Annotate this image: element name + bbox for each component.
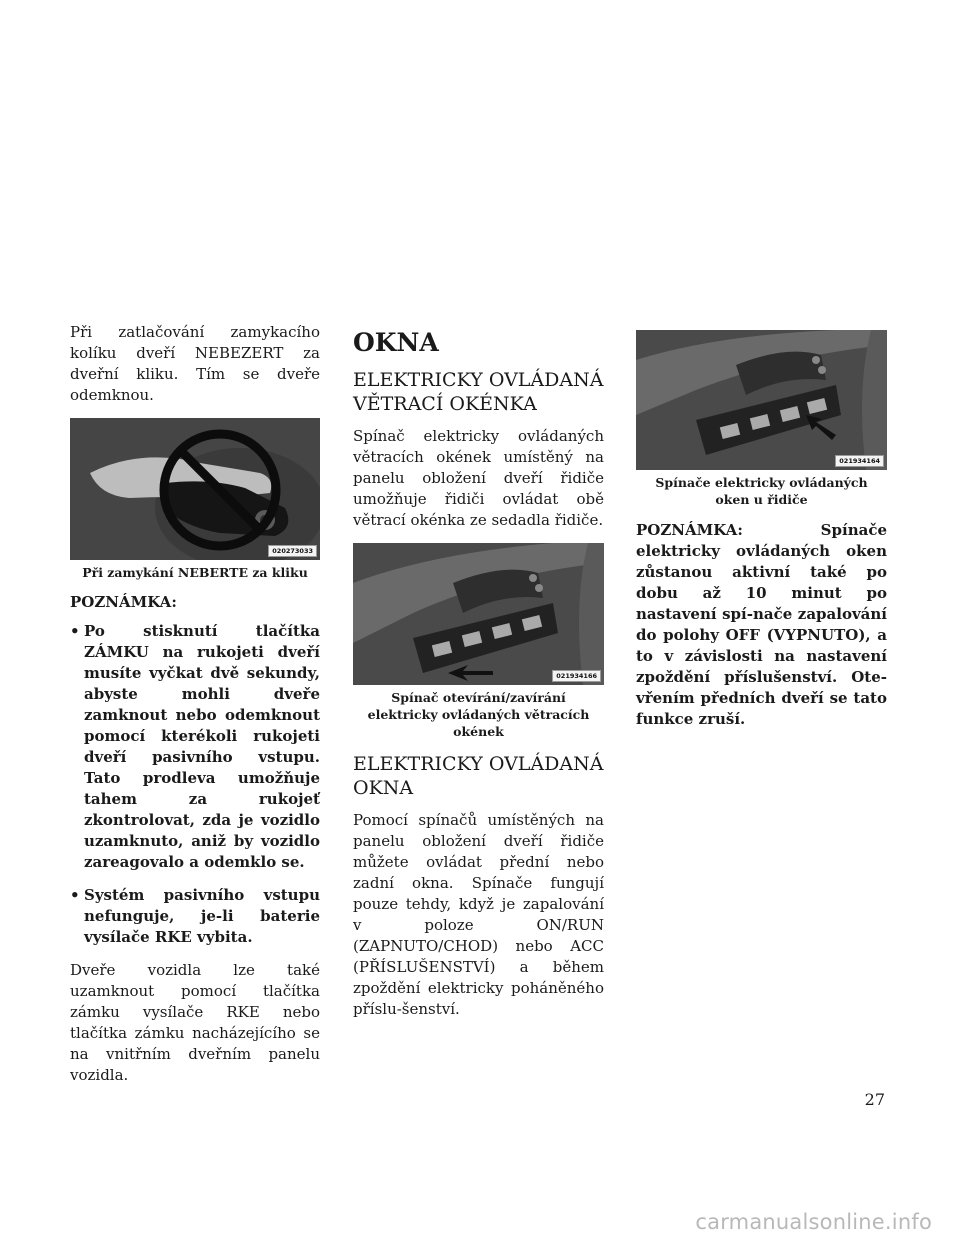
figure-caption: Spínač otevírání/zavírání elektricky ovládaných větracích okének bbox=[367, 690, 590, 739]
note-heading: POZNÁMKA: bbox=[70, 593, 177, 611]
door-panel-switch-illustration bbox=[353, 543, 604, 685]
photo-vent-switch bbox=[353, 543, 604, 685]
figure-vent-switch bbox=[353, 543, 604, 740]
column-middle bbox=[353, 322, 604, 1032]
figure-caption: Při zamykání NEBERTE za kliku bbox=[82, 565, 308, 580]
column-left bbox=[70, 322, 320, 1098]
power-windows-paragraph: Pomocí spínačů umístěných na panelu obložení dveří řidiče můžete ovládat přední nebo zadní okna. Spínače fungují pouze tehdy, když je zapalování v poloze ON/RUN (ZAPNUTO/CHOD) nebo ACC (PŘÍSLUŠENSTVÍ) a během zpoždění elektricky poháněného příslu-šenství. bbox=[353, 811, 604, 1018]
note-bullet: • Po stisknutí tlačítka ZÁMKU na rukojeti dveří musíte vyčkat dvě sekundy, abyste mohli dveře zamknout nebo odemknout pomocí kterékoli rukojeti dveří pasivního vstupu. Tato prodleva umožňuje tahem za rukojeť zkontrolovat, zda je vozidlo uzamknuto, aniž by vozidlo zareagovalo a odemklo se. bbox=[70, 622, 320, 871]
note-bullet-text: Po stisknutí tlačítka ZÁMKU na rukojeti dveří musíte vyčkat dvě sekundy, abyste mohli dveře zamknout nebo odemknout pomocí kterékoli rukojeti dveří pasivního vstupu. Tato prodleva umožňuje tahem za rukojeť zkontrolovat, zda je vozidlo uzamknuto, aniž by vozidlo zareagovalo a odemklo se. bbox=[84, 622, 320, 871]
closing-paragraph: Dveře vozidla lze také uzamknout pomocí tlačítka zámku vysílače RKE nebo tlačítka zámku nacházejícího se na vnitřním dveřním panelu vozidla. bbox=[70, 961, 320, 1084]
figure-driver-switches bbox=[636, 330, 887, 508]
note-bullet-list bbox=[70, 621, 320, 948]
note-paragraph: POZNÁMKA: Spínače elektricky ovládaných oken zůstanou aktivní také po dobu až 10 minut po nastavení spí-nače zapalování do polohy OFF (VYPNUTO), a to v závislosti na nastavení zpoždění příslušenství. Ote-vřením předních dveří se tato funkce zruší. bbox=[636, 521, 887, 728]
figure-lock-handle bbox=[70, 418, 320, 581]
figure-code: 021934164 bbox=[835, 455, 884, 467]
watermark: carmanualsonline.info bbox=[695, 1210, 932, 1234]
note-bullet: • Systém pasivního vstupu nefunguje, je-li baterie vysílače RKE vybita. bbox=[70, 886, 320, 946]
section-title: OKNA bbox=[353, 328, 439, 357]
subsection-title-vent-windows: ELEKTRICKY OVLÁDANÁ VĚTRACÍ OKÉNKA bbox=[353, 369, 604, 415]
note-bullet-text: Systém pasivního vstupu nefunguje, je-li baterie vysílače RKE vybita. bbox=[84, 886, 320, 946]
page-number: 27 bbox=[864, 1090, 885, 1109]
driver-switch-illustration bbox=[636, 330, 887, 470]
photo-do-not-hold-handle bbox=[70, 418, 320, 560]
figure-code: 020273033 bbox=[268, 545, 317, 557]
vent-windows-paragraph: Spínač elektricky ovládaných větracích okének umístěný na panelu obložení dveří řidiče umožňuje řidiči ovládat obě větrací okénka ze sedadla řidiče. bbox=[353, 427, 604, 529]
figure-caption: Spínače elektricky ovládaných oken u řidiče bbox=[655, 475, 868, 507]
door-handle-illustration bbox=[70, 418, 320, 560]
column-right bbox=[636, 322, 887, 730]
figure-code: 021934166 bbox=[552, 670, 601, 682]
intro-paragraph: Při zatlačování zamykacího kolíku dveří NEBEZERT za dveřní kliku. Tím se dveře odemknou. bbox=[70, 323, 320, 404]
photo-driver-window-switches bbox=[636, 330, 887, 470]
subsection-title-power-windows: ELEKTRICKY OVLÁDANÁ OKNA bbox=[353, 753, 604, 799]
